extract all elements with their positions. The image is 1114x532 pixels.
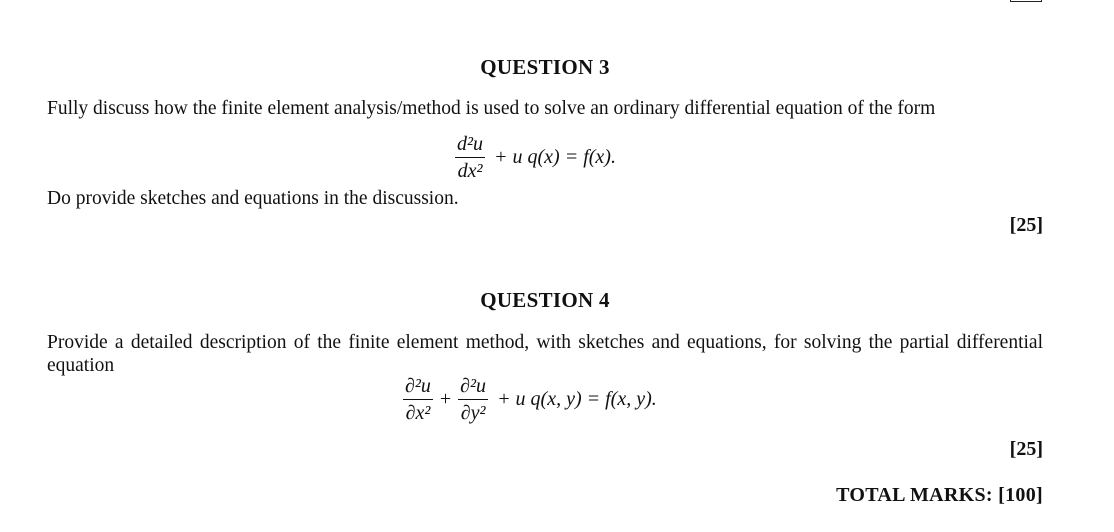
question-4-equation — [400, 376, 657, 423]
question-3-equation — [452, 134, 616, 181]
equation-remainder: + u q(x, y) = f(x, y). — [497, 388, 657, 410]
fraction-numerator: ∂²u — [403, 376, 433, 400]
fraction-denominator: ∂y² — [460, 402, 486, 424]
fraction-numerator: d²u — [455, 134, 485, 158]
second-derivative-fraction — [455, 134, 485, 181]
fraction-numerator: ∂²u — [458, 376, 488, 400]
partial-y-fraction — [458, 376, 488, 423]
question-4-text: Provide a detailed description of the finite element method, with sketches and equations, for solving the partial differential equation — [47, 332, 1043, 376]
question-3-text: Fully discuss how the finite element analysis/method is used to solve an ordinary differential equation of the form — [47, 98, 936, 119]
page-corner-bracket — [1010, 0, 1042, 2]
partial-x-fraction — [403, 376, 433, 423]
fraction-denominator: dx² — [457, 160, 483, 182]
question-3-followup: Do provide sketches and equations in the discussion. — [47, 188, 459, 209]
question-3-marks: [25] — [1009, 214, 1043, 236]
plus-sign: + — [439, 388, 452, 410]
total-marks: TOTAL MARKS: [100] — [836, 484, 1043, 506]
equation-remainder: + u q(x) = f(x). — [494, 146, 616, 168]
question-4-marks: [25] — [1009, 438, 1043, 460]
question-4-heading: QUESTION 4 — [480, 288, 610, 312]
fraction-denominator: ∂x² — [405, 402, 431, 424]
question-3-heading: QUESTION 3 — [480, 55, 610, 79]
